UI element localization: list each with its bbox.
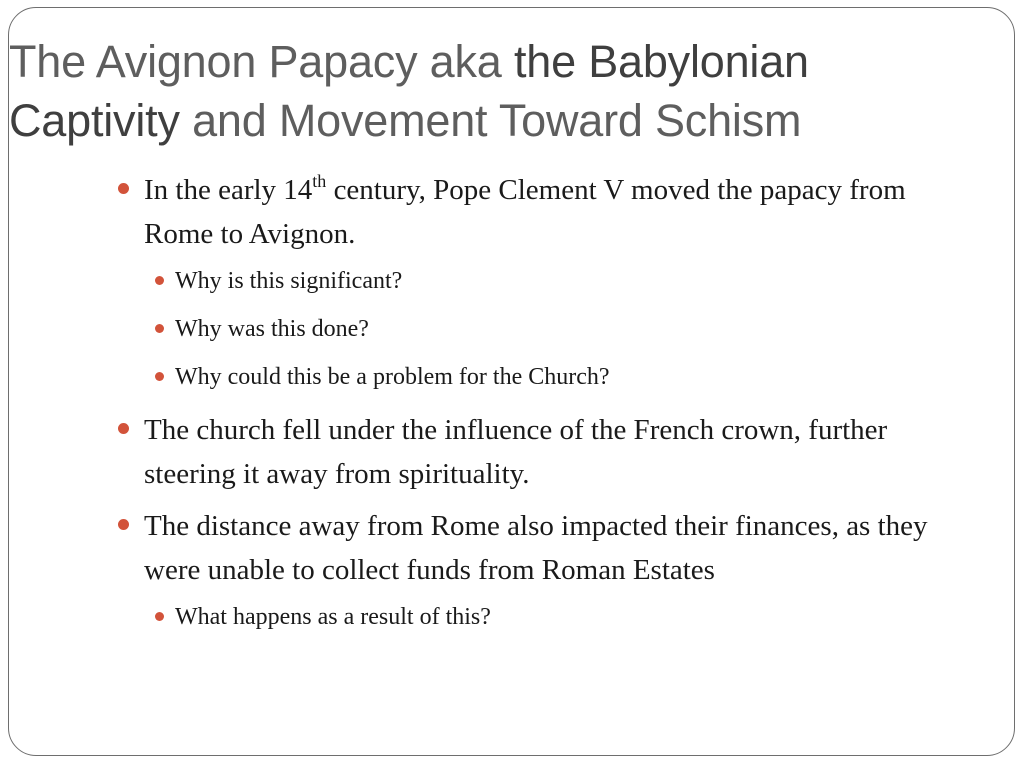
bullet-1-text-post: century, Pope Clement V moved the papacy from Rome to Avignon. [144,174,906,250]
sub-bullet-text: Why was this done? [175,316,369,342]
bullet-3-text: The distance away from Rome also impacted their finances, as they were unable to collect funds from Roman Estates [144,510,928,586]
title-part-1: The Avignon Papacy aka [9,36,514,87]
sub-bullet-1-2 [118,312,958,346]
bullet-1-superscript: th [312,171,327,191]
bullet-item-1 [118,168,958,256]
title-part-2: the Babylonian Captivity [9,36,809,146]
sub-bullet-1-3 [118,360,958,394]
bullet-icon [155,324,164,333]
bullet-icon [118,423,129,434]
title-part-3: and Movement Toward Schism [179,95,802,146]
sub-bullet-text: Why could this be a problem for the Church? [175,364,610,390]
bullet-list [118,168,958,648]
bullet-2-text: The church fell under the influence of the French crown, further steering it away from spirituality. [144,414,888,490]
bullet-icon [155,612,164,621]
sub-bullet-text: Why is this significant? [175,268,403,294]
bullet-icon [118,519,129,530]
bullet-1-text-pre: In the early 14 [144,174,313,206]
slide-title [9,32,909,150]
sub-bullet-1-1 [118,264,958,298]
bullet-item-2 [118,408,958,496]
bullet-icon [155,276,164,285]
bullet-icon [118,183,129,194]
sub-bullet-3-1 [118,600,958,634]
bullet-item-3 [118,504,958,592]
bullet-icon [155,372,164,381]
sub-bullet-text: What happens as a result of this? [175,604,491,630]
